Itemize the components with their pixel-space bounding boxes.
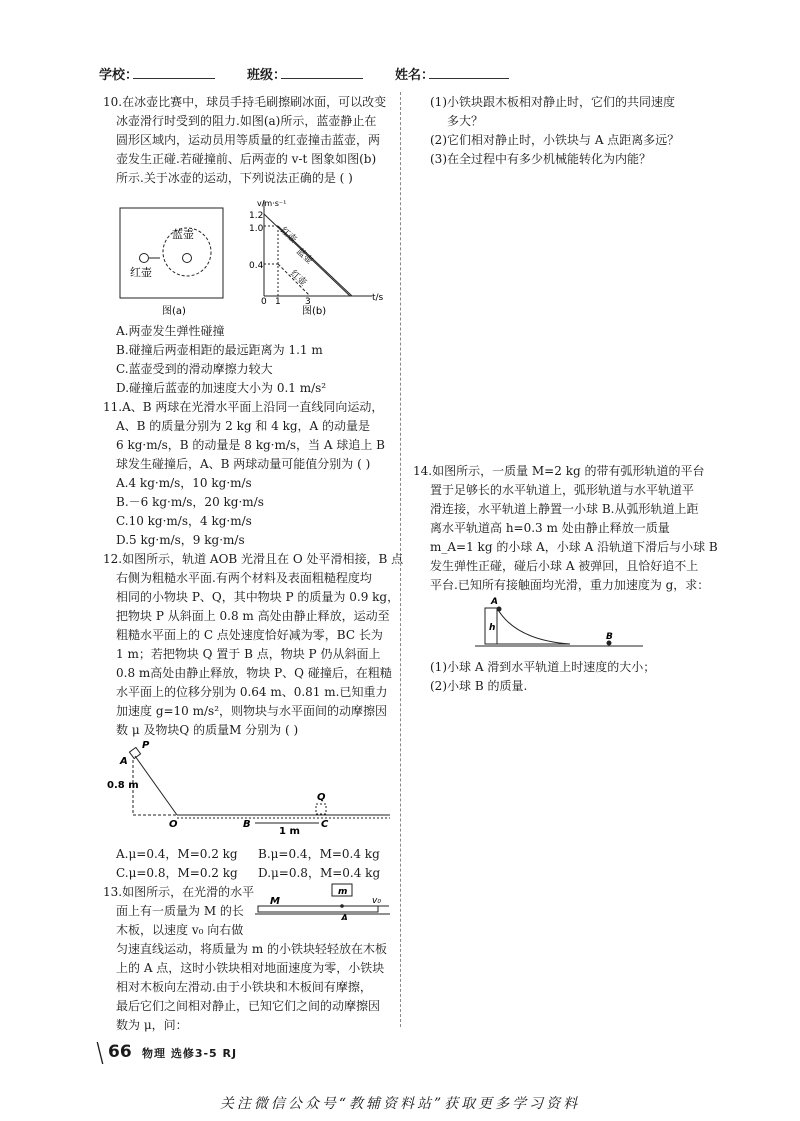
t-axis-label: t/s (372, 293, 384, 303)
q12-line: 0.8 m高处由静止释放，物块 P、Q 碰撞后，在粗糙 (116, 666, 392, 680)
tick-1-2: 1.2 (249, 211, 264, 221)
q14-figure (475, 596, 645, 652)
red-after-label: 红壶 (287, 268, 309, 289)
q13-line: 木板，以速度 v₀ 向右做 (116, 923, 244, 937)
red-stone-label: 红壶 (130, 266, 152, 279)
q14-line: 置于足够长的水平轨道上，弧形轨道与水平轨道平 (430, 483, 695, 497)
q11-line: 球发生碰撞后，A、B 两球动量可能值分别为 ( ) (116, 457, 371, 471)
tick-3: 3 (305, 297, 311, 307)
label-a: A (341, 914, 348, 920)
block-q (316, 804, 326, 814)
q10-option-b: B.碰撞后两壶相距的最远距离为 1.1 m (116, 343, 323, 357)
tick-0-4: 0.4 (249, 261, 264, 271)
label-v0: v₀ (372, 896, 381, 906)
q10-option-c: C.蓝壶受到的滑动摩擦力较大 (116, 362, 273, 376)
bottom-note: 关注微信公众号“教辅资料站”获取更多学习资料 (219, 1096, 581, 1112)
page-number: 66 (108, 1042, 132, 1062)
q11-option-a: A.4 kg·m/s，10 kg·m/s (116, 476, 252, 490)
q12-line: 数 μ 及物块Q 的质量M 分别为 ( ) (116, 723, 299, 737)
label-m: m (338, 887, 348, 897)
label-length: 1 m (279, 826, 300, 835)
q11-option-c: C.10 kg·m/s，4 kg·m/s (116, 514, 252, 528)
q14-line: 14.如图所示，一质量 M=2 kg 的带有弧形轨道的平台 (413, 464, 705, 478)
q13-line: 相对木板向左滑动.由于小铁块和木板间有摩擦， (116, 980, 372, 994)
student-info-header (99, 64, 699, 84)
q12-line: 加速度 g=10 m/s²，则物块与水平面间的动摩擦因 (116, 704, 388, 718)
class-blank (281, 78, 363, 79)
label-b: B (606, 632, 613, 642)
q10-line: 10.在冰壶比赛中，球员手持毛刷擦刷冰面，可以改变 (103, 95, 387, 109)
book-subject: 物理 选修3-5 RJ (142, 1047, 238, 1060)
label-a: A (491, 597, 498, 607)
class-label: 班级： (247, 68, 287, 83)
q10-option-d: D.碰撞后蓝壶的加速度大小为 0.1 m/s² (116, 381, 327, 395)
q14-line: 滑连接，水平轨道上静置一小球 B.从弧形轨道上距 (430, 502, 699, 516)
q11-line: 6 kg·m/s，B 的动量是 8 kg·m/s，当 A 球追上 B (116, 438, 385, 452)
blue-stone-label: 蓝壶 (172, 228, 194, 241)
name-label: 姓名： (395, 68, 435, 83)
q13-sub: 多大？ (447, 114, 484, 128)
q13-line: 数为 μ，问： (116, 1018, 188, 1032)
q12-option-a: A.μ=0.4，M=0.2 kg (116, 847, 238, 861)
q14-line: 发生弹性正碰，碰后小球 A 被弹回，且恰好追不上 (430, 559, 699, 573)
school-label: 学校： (99, 68, 139, 83)
q13-figure (255, 880, 395, 920)
v-axis-label: v/m·s⁻¹ (257, 199, 287, 208)
ball-a (497, 607, 502, 612)
block-p (129, 747, 140, 758)
label-M: M (270, 896, 280, 907)
q13-sub: (3)在全过程中有多少机械能转化为内能？ (430, 152, 651, 166)
tick-1-0: 1.0 (249, 224, 264, 234)
q13-line: 13.如图所示，在光滑的水平 (103, 885, 255, 899)
q12-option-c: C.μ=0.8，M=0.2 kg (116, 866, 238, 880)
label-q: Q (317, 792, 326, 803)
tick-1: 1 (275, 297, 281, 307)
q11-option-d: D.5 kg·m/s，9 kg·m/s (116, 533, 245, 547)
q14-sub: (1)小球 A 滑到水平轨道上时速度的大小； (430, 660, 656, 674)
label-a: A (120, 756, 128, 767)
q13-line: 上的 A 点，这时小铁块相对地面速度为零，小铁块 (116, 961, 385, 975)
fig-a-caption: 图(a) (162, 306, 186, 317)
q10-line: 所示.关于冰壶的运动，下列说法正确的是 ( ) (116, 171, 353, 185)
label-c: C (321, 819, 329, 830)
page-footer (96, 1042, 296, 1066)
fig-b-caption: 图(b) (302, 306, 327, 317)
q12-line: 12.如图所示，轨道 AOB 光滑且在 O 处平滑相接，B 点 (103, 552, 404, 566)
q10-option-a: A.两壶发生弹性碰撞 (116, 324, 225, 338)
q12-figure (105, 740, 395, 835)
q12-line: 粗糙水平面上的 C 点处速度恰好减为零，BC 长为 (116, 628, 383, 642)
label-o: O (169, 819, 178, 830)
rink-square (120, 208, 223, 298)
point-a (340, 904, 344, 908)
arc-track (497, 608, 570, 644)
q13-sub: (1)小铁块跟木板相对静止时，它们的共同速度 (430, 95, 675, 109)
q12-line: 水平面上的位移分别为 0.64 m、0.81 m.已知重力 (116, 685, 388, 699)
school-blank (133, 78, 215, 79)
q12-line: 1 m；若把物块 Q 置于 B 点，物块 P 仍从斜面上 (116, 647, 381, 661)
label-b: B (243, 819, 251, 830)
q10-line: 壶发生正碰.若碰撞前、后两壶的 v-t 图象如图(b) (116, 152, 377, 166)
q10-figures (110, 196, 390, 321)
blue-line-label: 蓝壶 (293, 246, 315, 267)
q10-line: 冰壶滑行时受到的阻力.如图(a)所示，蓝壶静止在 (116, 114, 377, 128)
q12-line: 相同的小物块 P、Q，其中物块 P 的质量为 0.9 kg， (116, 590, 400, 604)
q12-option-b: B.μ=0.4，M=0.4 kg (258, 847, 380, 861)
q14-line: 离水平轨道高 h=0.3 m 处由静止释放一质量 (430, 521, 670, 535)
footer-slash (96, 1042, 104, 1064)
q14-sub: (2)小球 B 的质量. (430, 679, 528, 693)
tick-0: 0 (261, 297, 267, 307)
label-height: 0.8 m (107, 780, 139, 791)
red-line-label: 红壶 (277, 225, 299, 246)
q11-line: 11.A、B 两球在光滑水平面上沿同一直线同向运动， (103, 400, 384, 414)
q12-line: 把物块 P 从斜面上 0.8 m 高处由静止释放，运动至 (116, 609, 390, 623)
q14-line: m_A=1 kg 的小球 A，小球 A 沿轨道下滑后与小球 B (430, 540, 718, 554)
q11-option-b: B.－6 kg·m/s，20 kg·m/s (116, 495, 264, 509)
q12-option-d: D.μ=0.8，M=0.4 kg (258, 866, 381, 880)
blue-stone (183, 254, 192, 263)
q12-line: 右侧为粗糙水平面.有两个材料及表面粗糙程度均 (116, 571, 372, 585)
label-p: P (142, 740, 150, 751)
q14-line: 平台.已知所有接触面均光滑，重力加速度为 g，求： (430, 578, 710, 592)
q13-sub: (2)它们相对静止时，小铁块与 A 点距离多远？ (430, 133, 680, 147)
q13-line: 面上有一质量为 M 的长 (116, 904, 244, 918)
name-blank (429, 78, 509, 79)
q13-line: 匀速直线运动，将质量为 m 的小铁块轻轻放在木板 (116, 942, 388, 956)
q10-line: 圆形区域内，运动员用等质量的红壶撞击蓝壶，两 (116, 133, 381, 147)
incline (135, 756, 177, 815)
red-stone (140, 254, 149, 263)
label-h: h (489, 623, 496, 633)
q13-line: 最后它们之间相对静止，已知它们之间的动摩擦因 (116, 999, 381, 1013)
q11-line: A、B 的质量分别为 2 kg 和 4 kg，A 的动量是 (116, 419, 371, 433)
